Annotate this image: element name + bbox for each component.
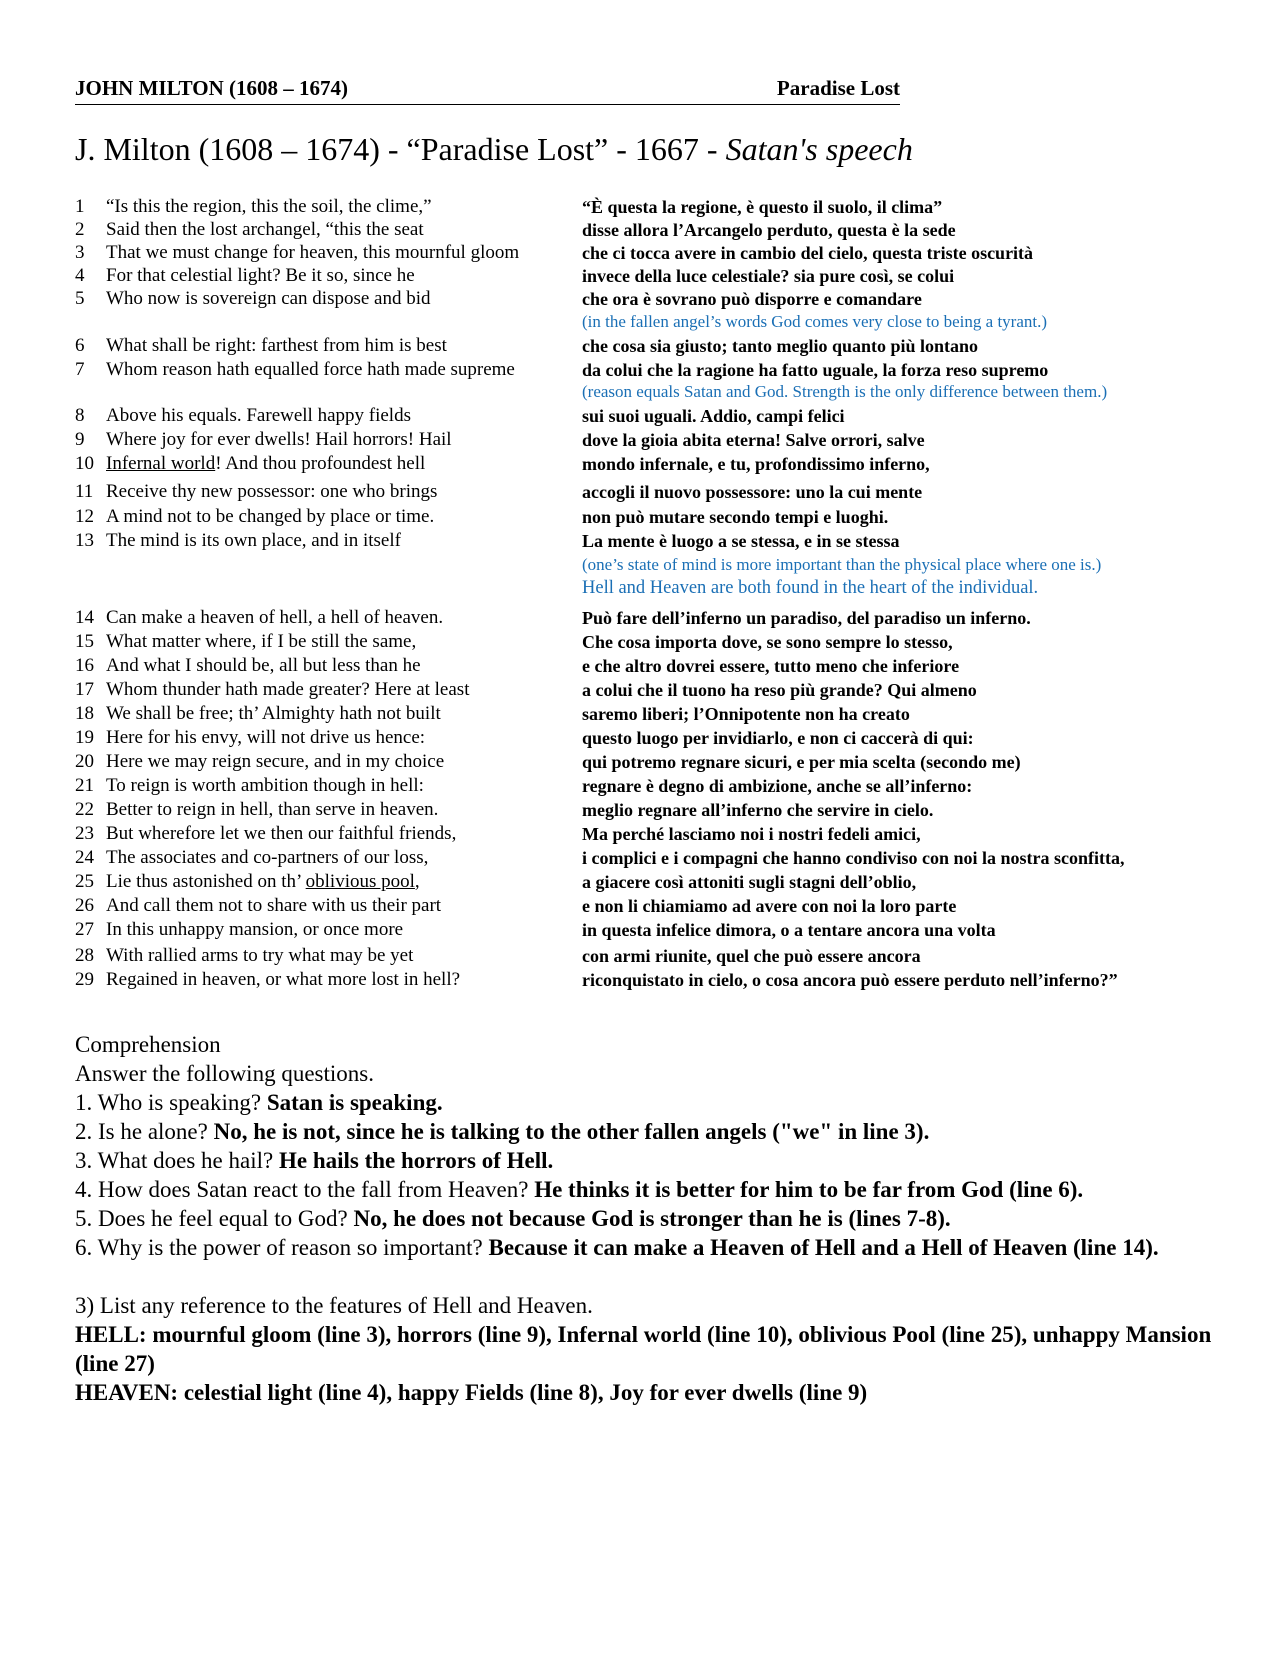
- comprehension-heading: Comprehension: [75, 1032, 221, 1057]
- answer-text: Because it can make a Heaven of Hell and a Hell of Heaven (line 14).: [488, 1235, 1159, 1260]
- annotation-note: (one’s state of mind is more important than the physical place where one is.): [582, 555, 1102, 574]
- line-number: 15: [75, 631, 94, 652]
- line-number: 29: [75, 969, 94, 990]
- italian-line: accogli il nuovo possessore: uno la cui mente: [582, 482, 923, 502]
- line-number: 27: [75, 919, 94, 940]
- english-line: We shall be free; th’ Almighty hath not built: [106, 703, 441, 724]
- italian-line: Che cosa importa dove, se sono sempre lo stesso,: [582, 632, 953, 652]
- line-number: 13: [75, 530, 94, 551]
- question-text: 3. What does he hail?: [75, 1148, 279, 1173]
- poem-line: [0, 264, 1280, 288]
- line-number: 10: [75, 453, 94, 474]
- question-item: [75, 1204, 1215, 1233]
- poem-line: [0, 452, 1280, 476]
- italian-line: regnare è degno di ambizione, anche se all’inferno:: [582, 776, 973, 796]
- line-number: 2: [75, 219, 85, 240]
- annotation-note: (reason equals Satan and God. Strength is the only difference between them.): [582, 382, 1108, 401]
- question-item: [75, 1088, 1215, 1117]
- italian-line: da colui che la ragione ha fatto uguale, la forza reso supremo: [582, 360, 1049, 380]
- title-main: J. Milton (1608 – 1674) - “Paradise Lost” - 1667 -: [75, 131, 718, 167]
- italian-line: non può mutare secondo tempi e luoghi.: [582, 507, 889, 527]
- poem-line: [0, 404, 1280, 428]
- line-number: 17: [75, 679, 94, 700]
- question-text: 2. Is he alone?: [75, 1119, 214, 1144]
- poem-line: [0, 774, 1280, 798]
- underlined-phrase: oblivious pool: [305, 871, 415, 892]
- annotation-note: (in the fallen angel’s words God comes very close to being a tyrant.): [582, 312, 1048, 331]
- english-line: Better to reign in hell, than serve in heaven.: [106, 799, 439, 820]
- heaven-features-text: HEAVEN: celestial light (line 4), happy Fields (line 8), Joy for ever dwells (line 9): [75, 1380, 868, 1405]
- poem-line: [0, 505, 1280, 529]
- english-line: A mind not to be changed by place or time.: [106, 506, 435, 527]
- italian-line: a giacere così attoniti sugli stagni dell’oblio,: [582, 872, 917, 892]
- english-line: Regained in heaven, or what more lost in hell?: [106, 969, 461, 990]
- title-italic: Satan's speech: [725, 131, 913, 167]
- poem-line: [0, 428, 1280, 452]
- english-line: With rallied arms to try what may be yet: [106, 945, 414, 966]
- poem-line: [0, 702, 1280, 726]
- annotation-note: Hell and Heaven are both found in the heart of the individual.: [582, 578, 1039, 598]
- question-item: [75, 1233, 1215, 1262]
- question-text: 6. Why is the power of reason so important?: [75, 1235, 489, 1260]
- question-text: 1. Who is speaking?: [75, 1090, 267, 1115]
- english-line-rest: ,: [414, 871, 420, 892]
- italian-line: saremo liberi; l’Onnipotente non ha creato: [582, 704, 910, 724]
- italian-line: in questa infelice dimora, o a tentare ancora una volta: [582, 920, 996, 940]
- question-item: [75, 1146, 1215, 1175]
- english-line: But wherefore let we then our faithful friends,: [106, 823, 457, 844]
- english-line: Where joy for ever dwells! Hail horrors! Hail: [106, 429, 452, 450]
- line-number: 22: [75, 799, 94, 820]
- italian-line: Ma perché lasciamo noi i nostri fedeli amici,: [582, 824, 921, 844]
- comprehension-instruction: Answer the following questions.: [75, 1061, 374, 1086]
- line-number: 14: [75, 607, 94, 628]
- answer-text: No, he is not, since he is talking to the other fallen angels ("we" in line 3).: [213, 1119, 930, 1144]
- question-item: [75, 1117, 1215, 1146]
- line-number: 20: [75, 751, 94, 772]
- line-number: 11: [75, 481, 94, 502]
- poem-line: [0, 968, 1280, 992]
- english-line-rest: ! And thou profoundest hell: [215, 453, 426, 474]
- header-author: JOHN MILTON (1608 – 1674): [75, 76, 349, 100]
- question-item: [75, 1175, 1215, 1204]
- english-line: Here we may reign secure, and in my choice: [106, 751, 445, 772]
- poem-line: [0, 529, 1280, 553]
- poem-line: [0, 846, 1280, 870]
- poem-line: [0, 750, 1280, 774]
- english-line: The associates and co-partners of our loss,: [106, 847, 429, 868]
- hell-features-text: HELL: mournful gloom (line 3), horrors (line 9), Infernal world (line 10), oblivious Pool (line 25), unhappy Mansion (line 27): [75, 1322, 1212, 1376]
- english-line: Receive thy new possessor: one who brings: [106, 481, 438, 502]
- italian-line: “È questa la regione, è questo il suolo, il clima”: [582, 197, 943, 217]
- italian-line: che ci tocca avere in cambio del cielo, questa triste oscurità: [582, 243, 1034, 263]
- page-title: [75, 131, 913, 168]
- english-line: To reign is worth ambition though in hell:: [106, 775, 424, 796]
- italian-line: a colui che il tuono ha reso più grande? Qui almeno: [582, 680, 977, 700]
- poem-line: [0, 287, 1280, 311]
- italian-line: disse allora l’Arcangelo perduto, questa è la sede: [582, 220, 956, 240]
- page-header: [75, 76, 900, 105]
- poem-line: [0, 798, 1280, 822]
- poem-line: [0, 918, 1280, 942]
- poem-line: [0, 822, 1280, 846]
- poem-line: [0, 944, 1280, 968]
- english-line: Can make a heaven of hell, a hell of heaven.: [106, 607, 444, 628]
- line-number: 6: [75, 335, 85, 356]
- italian-line: invece della luce celestiale? sia pure così, se colui: [582, 266, 955, 286]
- english-line: Above his equals. Farewell happy fields: [106, 405, 411, 426]
- answer-text: He hails the horrors of Hell.: [278, 1148, 554, 1173]
- poem-line: [0, 630, 1280, 654]
- italian-line: con armi riunite, quel che può essere ancora: [582, 946, 921, 966]
- line-number: 21: [75, 775, 94, 796]
- line-number: 28: [75, 945, 94, 966]
- line-number: 7: [75, 359, 85, 380]
- line-number: 16: [75, 655, 94, 676]
- italian-line: che cosa sia giusto; tanto meglio quanto più lontano: [582, 336, 979, 356]
- italian-line: e non li chiamiamo ad avere con noi la loro parte: [582, 896, 957, 916]
- italian-line: Può fare dell’inferno un paradiso, del paradiso un inferno.: [582, 608, 1031, 628]
- italian-line: La mente è luogo a se stessa, e in se stessa: [582, 531, 900, 551]
- header-work-title: Paradise Lost: [776, 76, 900, 100]
- list-prompt: 3) List any reference to the features of Hell and Heaven.: [75, 1293, 593, 1318]
- english-line: [106, 870, 420, 894]
- english-line: That we must change for heaven, this mournful gloom: [106, 242, 520, 263]
- english-line: Whom reason hath equalled force hath made supreme: [106, 359, 515, 380]
- poem-line: [0, 894, 1280, 918]
- english-line: Whom thunder hath made greater? Here at least: [106, 679, 470, 700]
- heaven-features: [75, 1378, 1215, 1407]
- english-line-start: Lie thus astonished on th’: [106, 871, 306, 892]
- poem-line: [0, 358, 1280, 382]
- english-line: In this unhappy mansion, or once more: [106, 919, 404, 940]
- spacer: [75, 1262, 1215, 1291]
- english-line: Who now is sovereign can dispose and bid: [106, 288, 431, 309]
- poem-line: [0, 726, 1280, 750]
- poem-line: [0, 480, 1280, 504]
- italian-line: mondo infernale, e tu, profondissimo inferno,: [582, 454, 930, 474]
- line-number: 19: [75, 727, 94, 748]
- italian-line: che ora è sovrano può disporre e comandare: [582, 289, 922, 309]
- poem-line: [0, 870, 1280, 894]
- english-line: And what I should be, all but less than he: [106, 655, 421, 676]
- italian-line: sui suoi uguali. Addio, campi felici: [582, 406, 845, 426]
- line-number: 12: [75, 506, 94, 527]
- italian-line: dove la gioia abita eterna! Salve orrori, salve: [582, 430, 925, 450]
- poem-line: [0, 241, 1280, 265]
- line-number: 24: [75, 847, 94, 868]
- question-text: 5. Does he feel equal to God?: [75, 1206, 354, 1231]
- comprehension-section: [75, 1030, 1215, 1407]
- english-line: What shall be right: farthest from him is best: [106, 335, 447, 356]
- poem-line: [0, 195, 1280, 219]
- italian-line: meglio regnare all’inferno che servire in cielo.: [582, 800, 934, 820]
- line-number: 4: [75, 265, 85, 286]
- answer-text: No, he does not because God is stronger than he is (lines 7-8).: [353, 1206, 951, 1231]
- line-number: 8: [75, 405, 85, 426]
- italian-line: e che altro dovrei essere, tutto meno che inferiore: [582, 656, 960, 676]
- hell-features: [75, 1320, 1215, 1378]
- line-number: 5: [75, 288, 85, 309]
- italian-line: questo luogo per invidiarlo, e non ci caccerà di qui:: [582, 728, 974, 748]
- line-number: 9: [75, 429, 85, 450]
- line-number: 26: [75, 895, 94, 916]
- answer-text: Satan is speaking.: [266, 1090, 443, 1115]
- english-line: [106, 452, 425, 476]
- poem-line: [0, 678, 1280, 702]
- question-text: 4. How does Satan react to the fall from Heaven?: [75, 1177, 535, 1202]
- line-number: 1: [75, 196, 85, 217]
- italian-line: qui potremo regnare sicuri, e per mia scelta (secondo me): [582, 752, 1021, 772]
- english-line: “Is this the region, this the soil, the clime,”: [106, 196, 432, 217]
- italian-line: riconquistato in cielo, o cosa ancora può essere perduto nell’inferno?”: [582, 970, 1118, 990]
- poem-line: [0, 606, 1280, 630]
- italian-line: i complici e i compagni che hanno condiviso con noi la nostra sconfitta,: [582, 848, 1125, 868]
- answer-text: He thinks it is better for him to be far from God (line 6).: [534, 1177, 1084, 1202]
- line-number: 25: [75, 871, 94, 892]
- english-line: Said then the lost archangel, “this the seat: [106, 219, 424, 240]
- english-line: Here for his envy, will not drive us hence:: [106, 727, 426, 748]
- english-line: The mind is its own place, and in itself: [106, 530, 401, 551]
- poem-line: [0, 334, 1280, 358]
- poem-line: [0, 654, 1280, 678]
- english-line: What matter where, if I be still the same,: [106, 631, 417, 652]
- line-number: 3: [75, 242, 85, 263]
- underlined-phrase: Infernal world: [106, 453, 216, 474]
- poem-line: [0, 218, 1280, 242]
- english-line: For that celestial light? Be it so, since he: [106, 265, 415, 286]
- english-line: And call them not to share with us their part: [106, 895, 442, 916]
- line-number: 23: [75, 823, 94, 844]
- line-number: 18: [75, 703, 94, 724]
